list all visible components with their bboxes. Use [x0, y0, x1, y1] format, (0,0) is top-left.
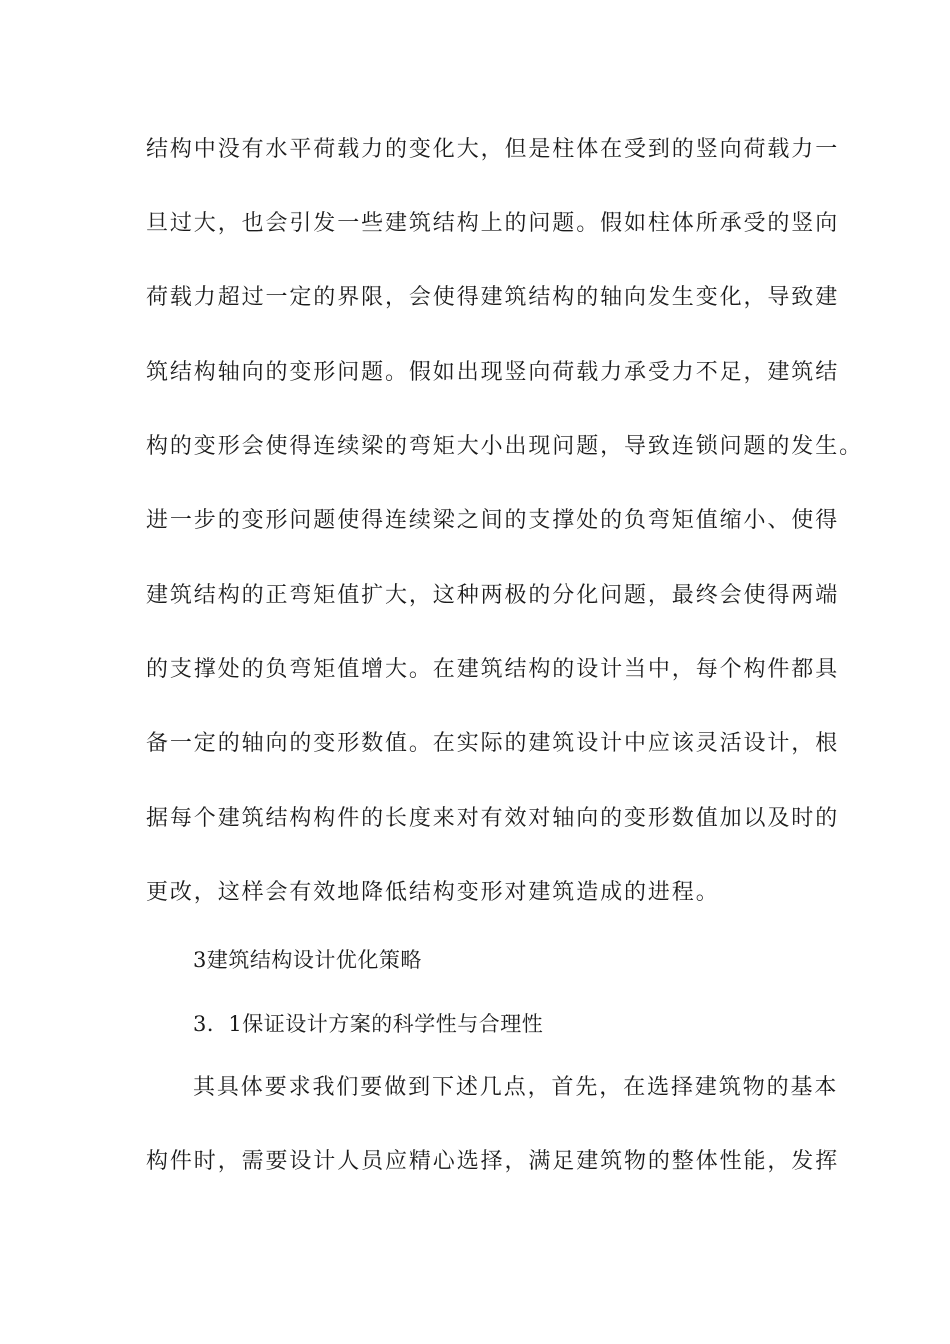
body-text-line: 旦过大，也会引发一些建筑结构上的问题。假如柱体所承受的竖向	[146, 211, 840, 236]
body-text-line: 备一定的轴向的变形数值。在实际的建筑设计中应该灵活设计，根	[146, 731, 840, 756]
body-text-line: 的支撑处的负弯矩值增大。在建筑结构的设计当中，每个构件都具	[146, 657, 840, 682]
subsection-heading: 3．1保证设计方案的科学性与合理性	[193, 1012, 544, 1036]
body-text-line: 进一步的变形问题使得连续梁之间的支撑处的负弯矩值缩小、使得	[146, 508, 840, 533]
body-text-line: 更改，这样会有效地降低结构变形对建筑造成的进程。	[146, 880, 720, 905]
body-text-line: 据每个建筑结构构件的长度来对有效对轴向的变形数值加以及时的	[146, 806, 840, 831]
section-heading: 3建筑结构设计优化策略	[193, 948, 422, 972]
body-text-line: 建筑结构的正弯矩值扩大，这种两极的分化问题，最终会使得两端	[146, 583, 840, 608]
body-text-line: 筑结构轴向的变形问题。假如出现竖向荷载力承受力不足，建筑结	[146, 360, 840, 385]
body-text-line: 结构中没有水平荷载力的变化大，但是柱体在受到的竖向荷载力一	[146, 137, 840, 162]
body-text-line: 构件时，需要设计人员应精心选择，满足建筑物的整体性能，发挥	[146, 1149, 840, 1174]
body-text-line: 构的变形会使得连续梁的弯矩大小出现问题，导致连锁问题的发生。	[146, 434, 864, 459]
body-text-line: 其具体要求我们要做到下述几点，首先，在选择建筑物的基本	[193, 1075, 839, 1100]
body-text-line: 荷载力超过一定的界限，会使得建筑结构的轴向发生变化，导致建	[146, 285, 840, 310]
